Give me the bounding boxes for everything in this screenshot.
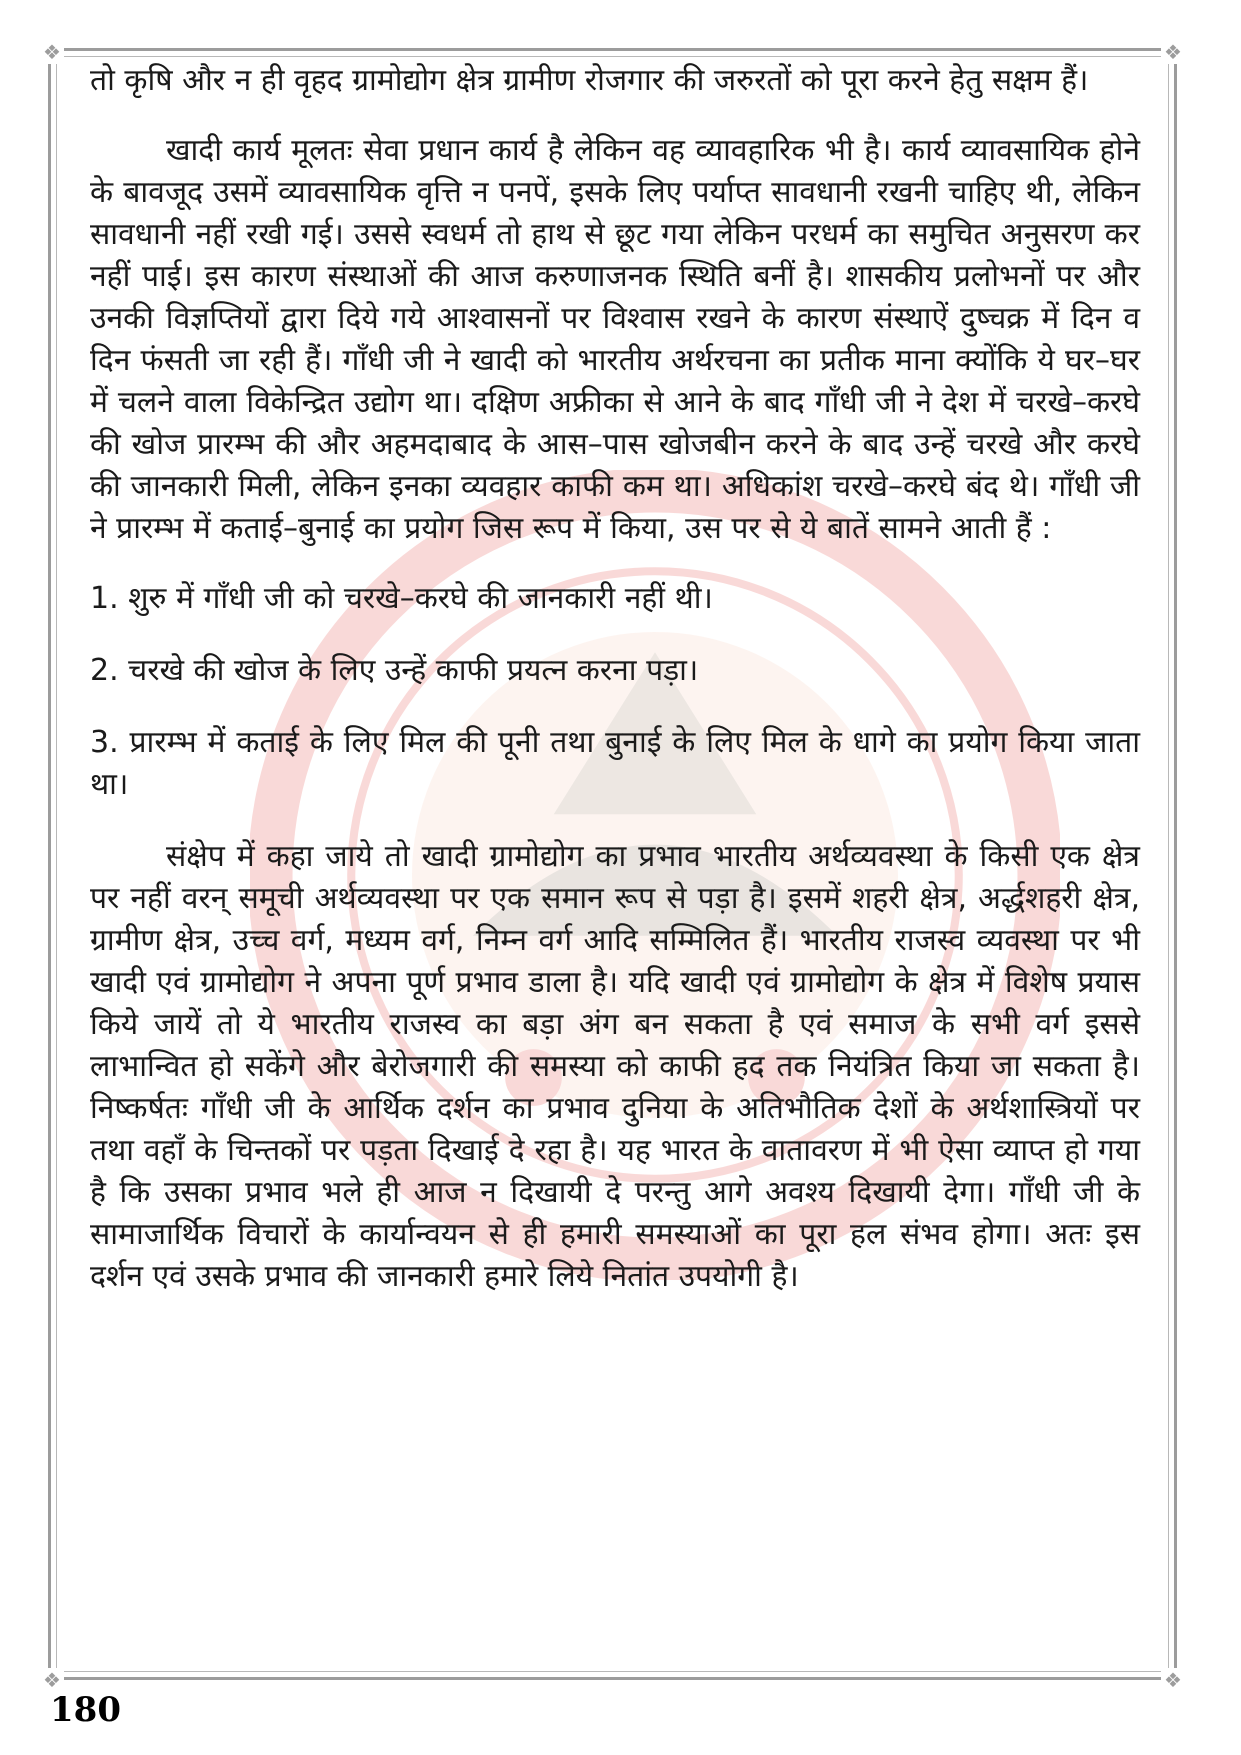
list-item: 2. चरखे की खोज के लिए उन्हें काफी प्रयत्न करना पड़ा। — [90, 653, 699, 688]
page-number: 180 — [50, 1690, 121, 1730]
corner-ornament-icon: ❖ — [40, 1668, 64, 1692]
paragraph-summary: संक्षेप में कहा जाये तो खादी ग्रामोद्योग का प्रभाव भारतीय अर्थव्यवस्था के किसी एक क्षेत्र पर नहीं वरन् समूची अर्थव्यवस्था पर एक समान रूप से पड़ा है। इसमें शहरी क्षेत्र, अर्द्धशहरी क्षेत्र, ग्रामीण क्षेत्र, उच्च वर्ग, मध्यम वर्ग, निम्न वर्ग आदि सम्मिलित हैं। भारतीय राजस्व व्यवस्था पर भी खादी एवं ग्रामोद्योग ने अपना पूर्ण प्रभाव डाला है। यदि खादी एवं ग्रामोद्योग के क्षेत्र में विशेष प्रयास किये जायें तो ये भारतीय राजस्व का बड़ा अंग बन सकता है एवं समाज के सभी वर्ग इससे लाभान्वित हो सकेंगे और बेरोजगारी की समस्या को काफी हद तक नियंत्रित किया जा सकता है। निष्कर्षतः गाँधी जी के आर्थिक दर्शन का प्रभाव दुनिया के अतिभौतिक देशों के अर्थशास्त्रियों पर तथा वहाँ के चिन्तकों पर पड़ता दिखाई दे रहा है। यह भारत के वातावरण में भी ऐसा व्याप्त हो गया है कि उसका प्रभाव भले ही आज न दिखायी दे परन्तु आगे अवश्य दिखायी देगा। गाँधी जी के सामाजार्थिक विचारों के कार्यान्वयन से ही हमारी समस्याओं का पूरा हल संभव होगा। अतः इस दर्शन एवं उसके प्रभाव की जानकारी हमारे लिये नितांत उपयोगी है। — [90, 839, 1140, 1294]
corner-ornament-icon: ❖ — [40, 40, 64, 64]
paragraph-continuation: तो कृषि और न ही वृहद ग्रामोद्योग क्षेत्र ग्रामीण रोजगार की जरुरतों को पूरा करने हेतु सक्षम हैं। — [90, 63, 1089, 98]
corner-ornament-icon: ❖ — [1161, 1668, 1185, 1692]
corner-ornament-icon: ❖ — [1161, 40, 1185, 64]
paragraph-khadi-service: खादी कार्य मूलतः सेवा प्रधान कार्य है लेकिन वह व्यावहारिक भी है। कार्य व्यावसायिक होने के बावजूद उसमें व्यावसायिक वृत्ति न पनपें, इसके लिए पर्याप्त सावधानी रखनी चाहिए थी, लेकिन सावधानी नहीं रखी गई। उससे स्वधर्म तो हाथ से छूट गया लेकिन परधर्म का समुचित अनुसरण कर नहीं पाई। इस कारण संस्थाओं की आज करुणाजनक स्थिति बनीं है। शासकीय प्रलोभनों पर और उनकी विज्ञप्तियों द्वारा दिये गये आश्वासनों पर विश्वास रखने के कारण संस्थाऐं दुष्चक्र में दिन व दिन फंसती जा रही हैं। गाँधी जी ने खादी को भारतीय अर्थरचना का प्रतीक माना क्योंकि ये घर–घर में चलने वाला विकेन्द्रित उद्योग था। दक्षिण अफ्रीका से आने के बाद गाँधी जी ने देश में चरखे–करघे की खोज प्रारम्भ की और अहमदाबाद के आस–पास खोजबीन करने के बाद उन्हें चरखे और करघे की जानकारी मिली, लेकिन इनका व्यवहार काफी कम था। अधिकांश चरखे–करघे बंद थे। गाँधी जी ने प्रारम्भ में कताई–बुनाई का प्रयोग जिस रूप में किया, उस पर से ये बातें सामने आती हैं : — [90, 133, 1140, 546]
list-item: 3. प्रारम्भ में कताई के लिए मिल की पूनी तथा बुनाई के लिए मिल के धागे का प्रयोग किया जाता था। — [90, 725, 1140, 802]
document-body — [90, 60, 1140, 1326]
list-item: 1. शुरु में गाँधी जी को चरखे–करघे की जानकारी नहीं थी। — [90, 581, 713, 616]
